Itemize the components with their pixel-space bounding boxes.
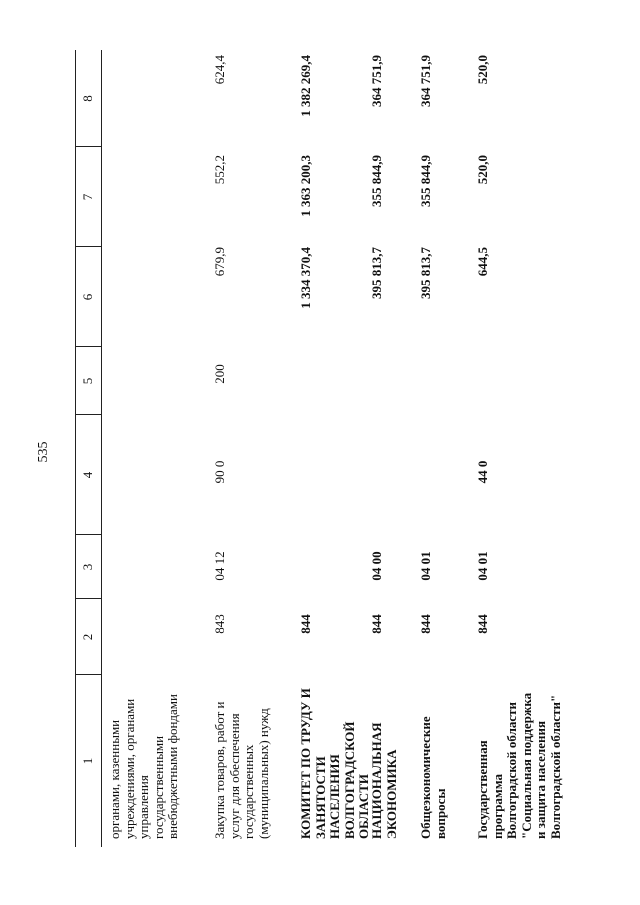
cell-section: 04 01 — [475, 551, 490, 581]
header-col-4: 4 — [80, 471, 95, 479]
cell-ministry: 844 — [418, 614, 433, 634]
row-name: НАЦИОНАЛЬНАЯ ЭКОНОМИКА — [369, 722, 399, 839]
cell-amount-3: 624,4 — [212, 55, 227, 85]
cell-target: 90 0 — [212, 460, 227, 484]
header-col-3: 3 — [80, 563, 95, 571]
cell-amount-1: 395 813,7 — [369, 247, 384, 299]
cell-section: 04 00 — [369, 551, 384, 581]
cell-amount-3: 364 751,9 — [418, 55, 433, 107]
cell-amount-2: 520,0 — [475, 155, 490, 185]
row-name: Государственная программа Волгоградской области "Социальная поддержка и защита населения Волгоградской области" — [475, 692, 563, 839]
cell-amount-3: 520,0 — [475, 55, 490, 85]
cell-amount-2: 355 844,9 — [369, 155, 384, 207]
cell-ministry: 844 — [475, 614, 490, 634]
cell-amount-1: 679,9 — [212, 247, 227, 277]
cell-target: 44 0 — [475, 460, 490, 484]
cell-expense-type: 200 — [212, 364, 227, 384]
row-name: Общеэкономические вопросы — [418, 716, 448, 839]
row-name: КОМИТЕТ ПО ТРУДУ И ЗАНЯТОСТИ НАСЕЛЕНИЯ ВОЛГОГРАДСКОЙ ОБЛАСТИ — [298, 688, 371, 839]
header-col-5: 5 — [80, 377, 95, 385]
header-col-1: 1 — [80, 757, 95, 765]
cell-amount-1: 395 813,7 — [418, 247, 433, 299]
row-name: Закупка товаров, работ и услуг для обеспечения государственных (муниципальных) нужд — [212, 701, 271, 839]
cell-ministry: 844 — [369, 614, 384, 634]
budget-table — [75, 50, 570, 847]
cell-section: 04 12 — [212, 551, 227, 581]
header-col-6: 6 — [80, 293, 95, 301]
cell-ministry: 843 — [212, 614, 227, 634]
cell-amount-1: 644,5 — [475, 247, 490, 277]
cell-ministry: 844 — [298, 614, 313, 634]
cell-amount-1: 1 334 370,4 — [298, 247, 313, 309]
header-bottom-border — [101, 50, 102, 847]
row-name: органами, казенными учреждениями, органами управления государственными внебюджетными фондами — [107, 694, 180, 839]
cell-amount-2: 355 844,9 — [418, 155, 433, 207]
cell-amount-3: 364 751,9 — [369, 55, 384, 107]
cell-amount-3: 1 382 269,4 — [298, 55, 313, 117]
cell-section: 04 01 — [418, 551, 433, 581]
cell-amount-2: 1 363 200,3 — [298, 155, 313, 217]
header-col-8: 8 — [80, 95, 95, 102]
header-col-2: 2 — [80, 633, 95, 641]
cell-amount-2: 552,2 — [212, 155, 227, 185]
header-col-7: 7 — [80, 193, 95, 201]
